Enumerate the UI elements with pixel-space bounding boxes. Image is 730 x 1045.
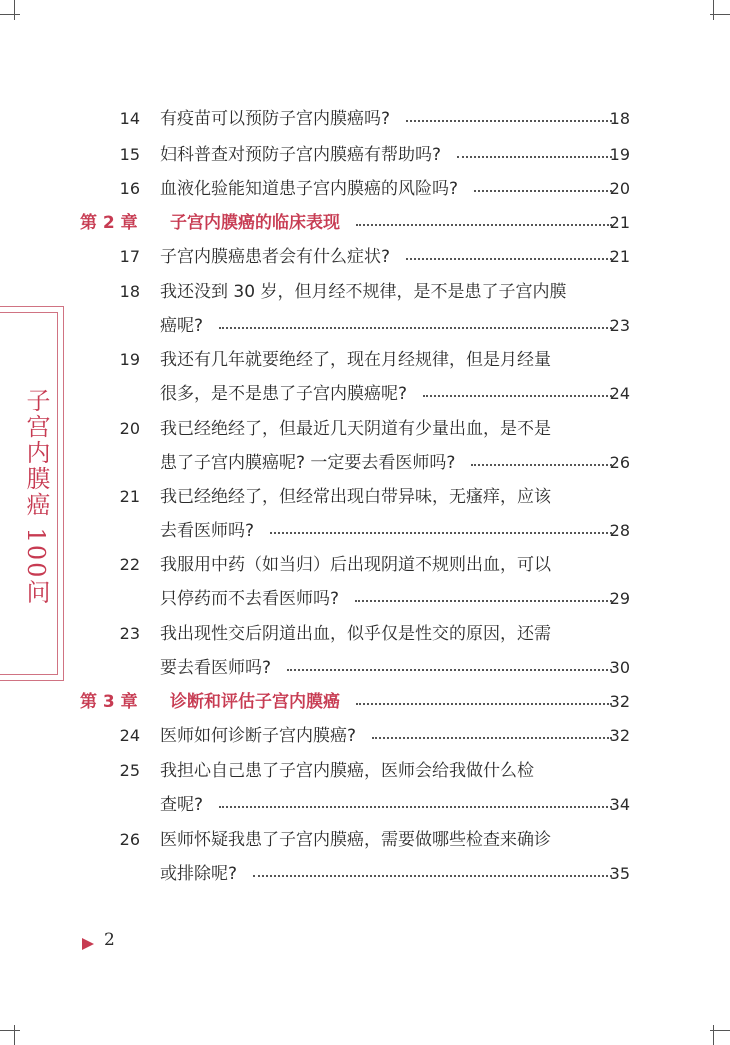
entry-title-line-2[interactable]	[160, 793, 622, 817]
entry-title: 医师如何诊断子宫内膜癌?	[160, 726, 357, 746]
entry-title-line[interactable]	[160, 622, 622, 646]
chapter-title: 子宫内膜癌的临床表现	[170, 213, 340, 233]
entry-number: 24	[119, 726, 140, 745]
entry-number: 22	[119, 555, 140, 574]
page-reference: 32	[609, 726, 630, 745]
leader-dots	[372, 737, 612, 739]
entry-title: 我服用中药（如当归）后出现阴道不规则出血，可以	[160, 555, 551, 575]
entry-title-line[interactable]	[160, 759, 622, 783]
entry-number: 17	[119, 247, 140, 266]
entry-title-continued: 要去看医师吗?	[160, 658, 272, 678]
page-reference: 24	[609, 384, 630, 403]
entry-title: 妇科普查对预防子宫内膜癌有帮助吗?	[160, 145, 442, 165]
entry-title-line[interactable]	[160, 417, 622, 441]
leader-dots	[253, 875, 612, 877]
entry-title-line[interactable]	[160, 485, 622, 509]
page-reference: 34	[609, 795, 630, 814]
entry-title-line[interactable]	[160, 143, 622, 167]
leader-dots	[406, 120, 612, 122]
entry-number: 16	[119, 179, 140, 198]
leader-dots	[356, 224, 612, 226]
page-reference: 35	[609, 864, 630, 883]
leader-dots	[355, 600, 612, 602]
entry-number: 15	[119, 145, 140, 164]
entry-title: 血液化验能知道患子宫内膜癌的风险吗?	[160, 179, 459, 199]
entry-title: 我已经绝经了，但经常出现白带异味，无瘙痒，应该	[160, 487, 551, 507]
entry-title-line[interactable]	[160, 724, 622, 748]
leader-dots	[287, 669, 612, 671]
entry-number: 21	[119, 487, 140, 506]
page-reference: 21	[609, 247, 630, 266]
page-reference: 20	[609, 179, 630, 198]
entry-title-line-2[interactable]	[160, 656, 622, 680]
chapter-title: 诊断和评估子宫内膜癌	[170, 692, 340, 712]
entry-title-line[interactable]	[160, 245, 622, 269]
entry-title: 我还没到 30 岁，但月经不规律，是不是患了子宫内膜	[160, 282, 567, 302]
leader-dots	[356, 703, 612, 705]
entry-title-continued: 只停药而不去看医师吗?	[160, 589, 340, 609]
page-marker-triangle-icon	[82, 938, 94, 950]
page-number: 2	[104, 930, 115, 950]
entry-title-continued: 去看医师吗?	[160, 521, 255, 541]
entry-title: 我还有几年就要绝经了，现在月经规律，但是月经量	[160, 350, 551, 370]
entry-title-line-2[interactable]	[160, 519, 622, 543]
entry-number: 25	[119, 761, 140, 780]
page-reference: 23	[609, 316, 630, 335]
entry-title-line[interactable]	[160, 553, 622, 577]
page-reference: 32	[609, 692, 630, 711]
leader-dots	[219, 806, 612, 808]
entry-title: 我出现性交后阴道出血，似乎仅是性交的原因，还需	[160, 624, 551, 644]
entry-title-line[interactable]	[160, 828, 622, 852]
entry-title-line-2[interactable]	[160, 451, 622, 475]
entry-title: 医师怀疑我患了子宫内膜癌，需要做哪些检查来确诊	[160, 830, 551, 850]
entry-title: 我已经绝经了，但最近几天阴道有少量出血，是不是	[160, 419, 551, 439]
entry-title-continued: 很多，是不是患了子宫内膜癌呢?	[160, 384, 408, 404]
page-reference: 21	[609, 213, 630, 232]
entry-title-line[interactable]	[160, 107, 622, 131]
chapter-title-line[interactable]	[170, 690, 622, 714]
chapter-title-line[interactable]	[170, 211, 622, 235]
leader-dots	[423, 395, 612, 397]
entry-title-continued: 查呢?	[160, 795, 204, 815]
leader-dots	[219, 327, 612, 329]
leader-dots	[457, 156, 612, 158]
page-reference: 18	[609, 109, 630, 128]
entry-title-line[interactable]	[160, 348, 622, 372]
entry-title-line-2[interactable]	[160, 862, 622, 886]
page-reference: 26	[609, 453, 630, 472]
entry-title-line-2[interactable]	[160, 314, 622, 338]
entry-title: 我担心自己患了子宫内膜癌，医师会给我做什么检	[160, 761, 534, 781]
entry-title-line-2[interactable]	[160, 382, 622, 406]
entry-title-continued: 患了子宫内膜癌呢? 一定要去看医师吗?	[160, 453, 456, 473]
entry-number: 18	[119, 282, 140, 301]
entry-title-line[interactable]	[160, 280, 622, 304]
entry-title-line[interactable]	[160, 177, 622, 201]
page-reference: 19	[609, 145, 630, 164]
page-reference: 30	[609, 658, 630, 677]
entry-number: 23	[119, 624, 140, 643]
side-tab-book-title: 子宫内膜癌 100问	[22, 388, 50, 606]
entry-number: 20	[119, 419, 140, 438]
chapter-number: 第 2 章	[80, 213, 138, 233]
leader-dots	[406, 258, 612, 260]
page-reference: 28	[609, 521, 630, 540]
chapter-number: 第 3 章	[80, 692, 138, 712]
entry-number: 26	[119, 830, 140, 849]
entry-title: 有疫苗可以预防子宫内膜癌吗?	[160, 109, 391, 129]
entry-title-continued: 或排除呢?	[160, 864, 238, 884]
entry-title: 子宫内膜癌患者会有什么症状?	[160, 247, 391, 267]
entry-title-line-2[interactable]	[160, 587, 622, 611]
leader-dots	[270, 532, 612, 534]
page-reference: 29	[609, 589, 630, 608]
entry-title-continued: 癌呢?	[160, 316, 204, 336]
entry-number: 19	[119, 350, 140, 369]
entry-number: 14	[119, 109, 140, 128]
